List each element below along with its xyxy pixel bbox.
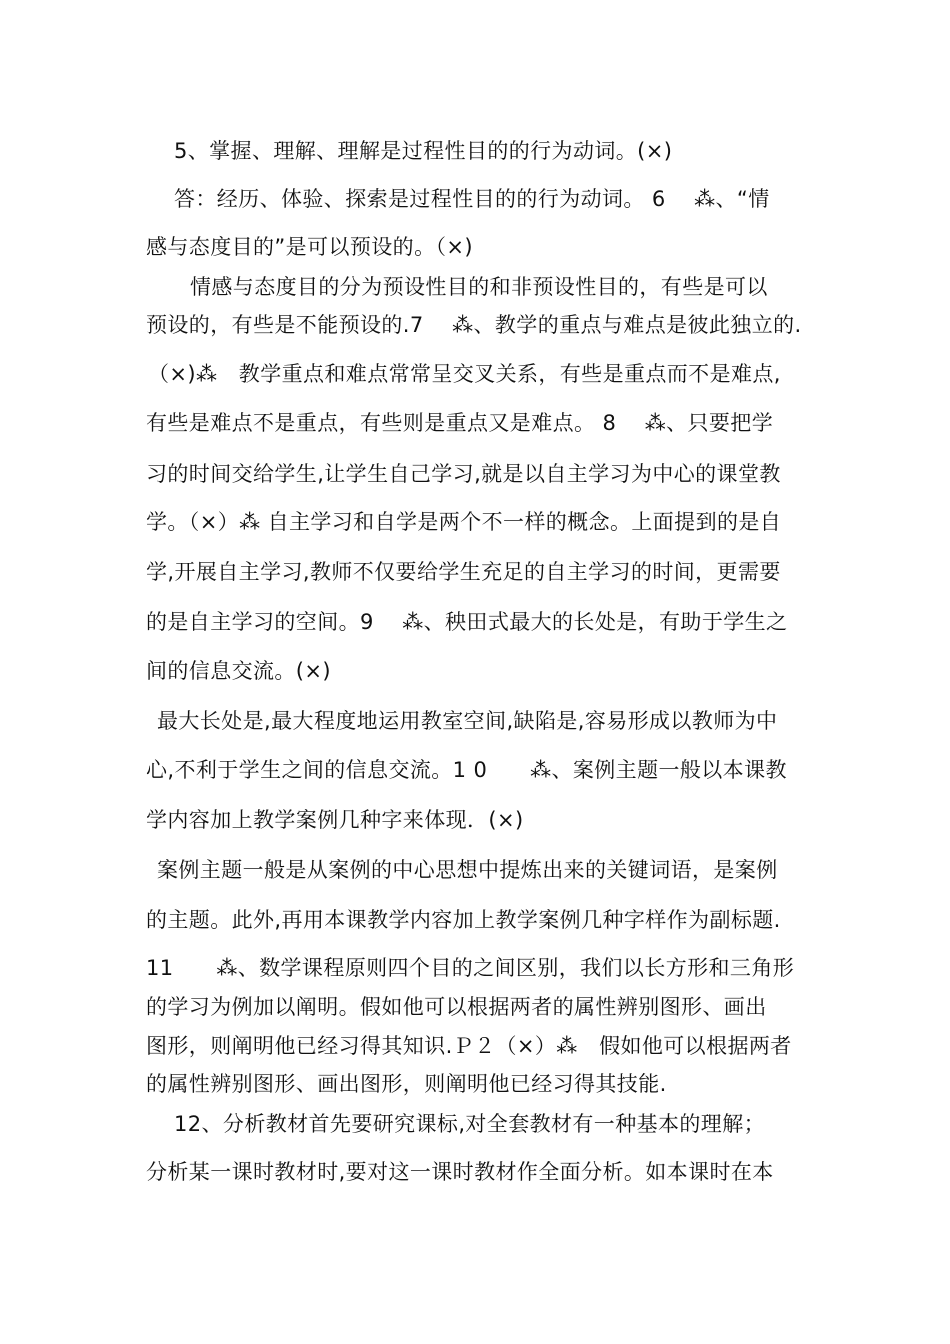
text-line: 的属性辨别图形、画出图形，则阐明他已经习得其技能. bbox=[146, 1072, 667, 1096]
text-line: 的主题。此外,再用本课教学内容加上教学案例几种字样作为副标题. bbox=[146, 908, 781, 932]
text-line: 学内容加上教学案例几种字来体现．(×) bbox=[146, 808, 524, 832]
text-line: 答：经历、体验、探索是过程性目的的行为动词。 6 ⁂、“情 bbox=[174, 187, 770, 211]
text-line: 最大长处是,最大程度地运用教室空间,缺陷是,容易形成以教师为中 bbox=[157, 709, 778, 733]
text-line: 5、掌握、理解、理解是过程性目的的行为动词。(×) bbox=[174, 139, 673, 163]
text-line: 分析某一课时教材时,要对这一课时教材作全面分析。如本课时在本 bbox=[146, 1160, 774, 1184]
text-line: 感与态度目的”是可以预设的。（×) bbox=[146, 235, 473, 259]
text-line: 图形，则阐明他已经习得其知识.Ｐ２（×）⁂ 假如他可以根据两者 bbox=[146, 1034, 792, 1058]
text-line: 12、分析教材首先要研究课标,对全套教材有一种基本的理解； bbox=[174, 1112, 765, 1136]
text-line: 学。（×）⁂ 自主学习和自学是两个不一样的概念。上面提到的是自 bbox=[146, 510, 782, 534]
text-line: 案例主题一般是从案例的中心思想中提炼出来的关键词语，是案例 bbox=[157, 858, 778, 882]
text-line: 11 ⁂、数学课程原则四个目的之间区别，我们以长方形和三角形 bbox=[146, 956, 795, 980]
text-line: 间的信息交流。(×) bbox=[146, 659, 331, 683]
text-line: （×)⁂ 教学重点和难点常常呈交叉关系，有些是重点而不是难点, bbox=[148, 362, 781, 386]
text-line: 的学习为例加以阐明。假如他可以根据两者的属性辨别图形、画出 bbox=[146, 995, 767, 1019]
text-line: 有些是难点不是重点，有些则是重点又是难点。 8 ⁂、只要把学 bbox=[146, 411, 774, 435]
text-line: 情感与态度目的分为预设性目的和非预设性目的，有些是可以 bbox=[190, 275, 768, 299]
text-line: 习的时间交给学生,让学生自己学习,就是以自主学习为中心的课堂教 bbox=[146, 462, 781, 486]
text-line: 的是自主学习的空间。9 ⁂、秧田式最大的长处是，有助于学生之 bbox=[146, 610, 788, 634]
text-line: 学,开展自主学习,教师不仅要给学生充足的自主学习的时间，更需要 bbox=[146, 560, 781, 584]
text-line: 心,不利于学生之间的信息交流。1 0 ⁂、案例主题一般以本课教 bbox=[146, 758, 787, 782]
text-line: 预设的，有些是不能预设的.7 ⁂、教学的重点与难点是彼此独立的. bbox=[146, 313, 802, 337]
